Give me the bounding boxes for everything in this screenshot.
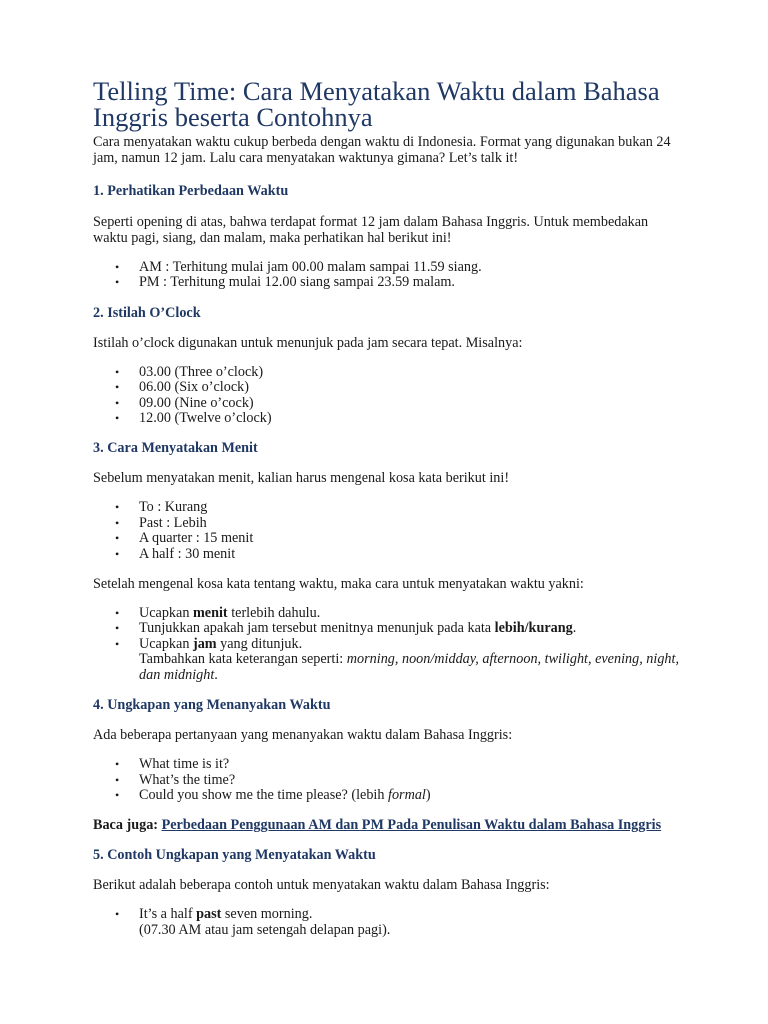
related-article-link[interactable]: Perbedaan Penggunaan AM dan PM Pada Penulisan Waktu dalam Bahasa Inggris	[161, 817, 662, 834]
list-item: • 03.00 (Three o’clock)	[115, 363, 264, 380]
list-item: • AM : Terhitung mulai jam 00.00 malam sampai 11.59 siang.	[115, 259, 482, 275]
bullet-icon: •	[115, 364, 120, 379]
page-title: Telling Time: Cara Menyatakan Waktu dalam Bahasa Inggris beserta Contohnya	[93, 76, 660, 132]
list-item: • Tunjukkan apakah jam tersebut menitnya menunjuk pada kata lebih/kurang.	[115, 620, 577, 637]
bullet-icon: •	[115, 907, 120, 922]
related-label: Baca juga:	[93, 817, 162, 834]
section-3-steps-list	[93, 606, 683, 683]
related-article	[93, 817, 683, 833]
bullet-icon: •	[115, 606, 120, 621]
bullet-icon: •	[115, 500, 120, 515]
list-item: • 06.00 (Six o’clock)	[115, 379, 249, 396]
section-4-list	[93, 757, 683, 803]
list-item: • A half : 30 menit	[115, 545, 236, 562]
section-2-list	[93, 365, 683, 427]
list-item: • Could you show me the time please? (lebih formal)	[115, 786, 431, 803]
list-item: • 09.00 (Nine o’cock)	[115, 394, 254, 411]
section-3-text: Sebelum menyatakan menit, kalian harus mengenal kosa kata berikut ini!	[93, 470, 510, 487]
section-1-heading: 1. Perhatikan Perbedaan Waktu	[93, 183, 289, 199]
section-4-text: Ada beberapa pertanyaan yang menanyakan waktu dalam Bahasa Inggris:	[93, 727, 513, 744]
list-item: • Ucapkan jam yang ditunjuk. Tambahkan kata keterangan seperti: morning, noon/midday, afternoon, twilight, evening, night, dan midnight.	[115, 635, 680, 683]
bullet-icon: •	[115, 621, 120, 636]
bullet-icon: •	[115, 546, 120, 561]
list-item: • It’s a half past seven morning. (07.30 AM atau jam setengah delapan pagi).	[115, 906, 391, 938]
list-item: • PM : Terhitung mulai 12.00 siang sampai 23.59 malam.	[115, 274, 455, 291]
section-3-vocab-list	[93, 500, 683, 562]
section-1-text: Seperti opening di atas, bahwa terdapat format 12 jam dalam Bahasa Inggris. Untuk membedakan waktu pagi, siang, dan malam, maka perhatikan hal berikut ini!	[93, 214, 649, 246]
section-1-list	[93, 260, 683, 291]
section-2-text: Istilah o’clock digunakan untuk menunjuk pada jam secara tepat. Misalnya:	[93, 334, 523, 351]
bullet-icon: •	[115, 260, 120, 274]
bullet-icon: •	[115, 757, 120, 772]
section-5-heading: 5. Contoh Ungkapan yang Menyatakan Waktu	[93, 847, 376, 864]
bullet-icon: •	[115, 636, 120, 651]
section-4-heading: 4. Ungkapan yang Menanyakan Waktu	[93, 697, 331, 714]
bullet-icon: •	[115, 515, 120, 530]
list-item: • What’s the time?	[115, 771, 236, 788]
bullet-icon: •	[115, 411, 120, 426]
list-item: • Ucapkan menit terlebih dahulu.	[115, 605, 321, 622]
list-item: • 12.00 (Twelve o’clock)	[115, 410, 272, 427]
bullet-icon: •	[115, 772, 120, 787]
bullet-icon: •	[115, 395, 120, 410]
bullet-icon: •	[115, 380, 120, 395]
section-3-heading: 3. Cara Menyatakan Menit	[93, 440, 258, 457]
list-item: • What time is it?	[115, 756, 230, 773]
section-5-text: Berikut adalah beberapa contoh untuk menyatakan waktu dalam Bahasa Inggris:	[93, 877, 550, 894]
bullet-icon: •	[115, 787, 120, 802]
section-5-list	[93, 907, 683, 938]
section-3-text-2: Setelah mengenal kosa kata tentang waktu, maka cara untuk menyatakan waktu yakni:	[93, 576, 584, 593]
list-item: • Past : Lebih	[115, 514, 207, 531]
article	[93, 78, 683, 938]
bullet-icon: •	[115, 531, 120, 546]
bullet-icon: •	[115, 275, 120, 290]
intro-paragraph: Cara menyatakan waktu cukup berbeda dengan waktu di Indonesia. Format yang digunakan bukan 24 jam, namun 12 jam. Lalu cara menyatakan waktunya gimana? Let’s talk it!	[93, 134, 671, 166]
list-item: • A quarter : 15 menit	[115, 530, 254, 547]
section-2-heading: 2. Istilah O’Clock	[93, 304, 201, 321]
list-item: • To : Kurang	[115, 499, 208, 516]
